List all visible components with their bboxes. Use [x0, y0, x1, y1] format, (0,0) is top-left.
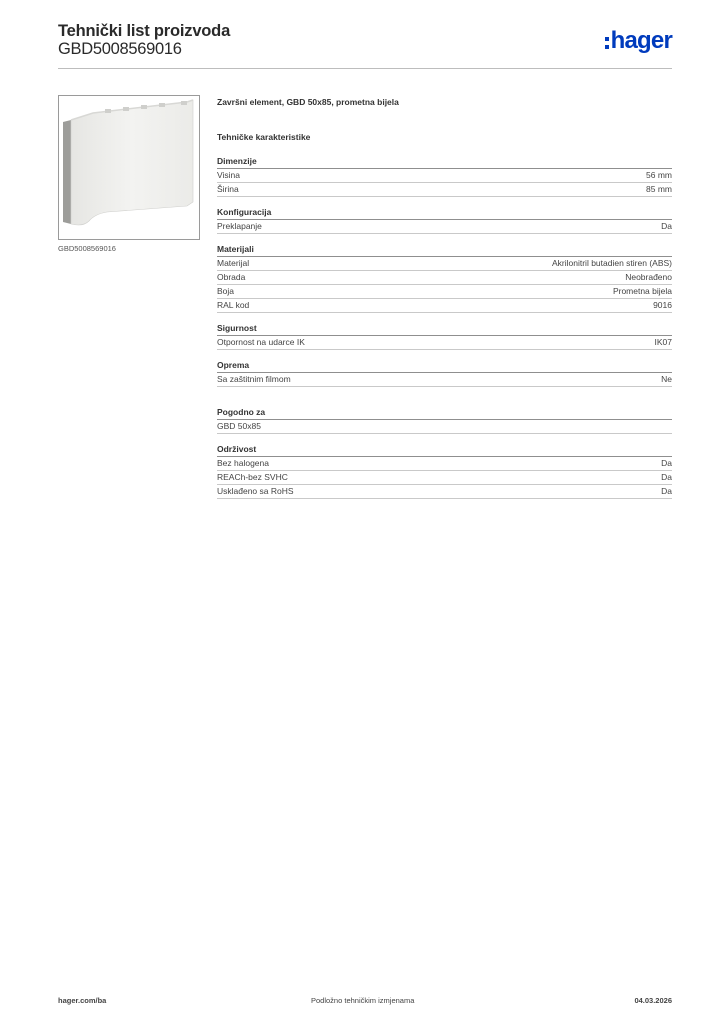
- header-divider: [58, 68, 672, 69]
- footer-date: 04.03.2026: [634, 996, 672, 1005]
- spec-row: [217, 271, 672, 285]
- spec-row: [217, 220, 672, 234]
- spec-label: Otpornost na udarce IK: [217, 337, 305, 347]
- page-title: Tehnički list proizvoda: [58, 22, 231, 40]
- section-title: Održivost: [217, 443, 672, 457]
- product-name: Završni element, GBD 50x85, prometna bijela: [217, 97, 399, 107]
- spec-value: Ne: [661, 374, 672, 384]
- spec-value: 9016: [653, 300, 672, 310]
- spec-row: [217, 485, 672, 499]
- end-cap-illustration: [59, 96, 199, 239]
- section-safety: [217, 322, 672, 350]
- product-image: [58, 95, 200, 240]
- spec-label: Sa zaštitnim filmom: [217, 374, 291, 384]
- spec-value: Da: [661, 458, 672, 468]
- spec-label: GBD 50x85: [217, 421, 261, 431]
- spec-label: Boja: [217, 286, 235, 296]
- image-caption: GBD5008569016: [58, 244, 116, 253]
- spec-label: Širina: [217, 184, 239, 194]
- section-title: Sigurnost: [217, 322, 672, 336]
- spec-label: REACh-bez SVHC: [217, 472, 288, 482]
- section-title: Konfiguracija: [217, 206, 672, 220]
- section-suitable-for: [217, 406, 672, 434]
- spec-label: Materijal: [217, 258, 250, 268]
- spec-label: RAL kod: [217, 300, 250, 310]
- spec-value: Prometna bijela: [612, 286, 672, 296]
- hager-logo: [605, 28, 672, 54]
- spec-row: [217, 373, 672, 387]
- spec-value: IK07: [654, 337, 672, 347]
- spec-row: [217, 169, 672, 183]
- logo-wordmark: hager: [610, 27, 672, 54]
- spec-value: Da: [661, 486, 672, 496]
- spec-value: Neobrađeno: [625, 272, 672, 282]
- page-header: [58, 20, 672, 68]
- spec-label: Usklađeno sa RoHS: [217, 486, 294, 496]
- spec-value: Da: [661, 472, 672, 482]
- spec-value: 56 mm: [646, 170, 672, 180]
- section-sustainability: [217, 443, 672, 499]
- spec-row: [217, 336, 672, 350]
- spec-value: Akrilonitril butadien stiren (ABS): [552, 258, 672, 268]
- spec-row: [217, 471, 672, 485]
- spec-row: [217, 257, 672, 271]
- spec-row: [217, 183, 672, 197]
- spec-value: 85 mm: [646, 184, 672, 194]
- section-materials: [217, 243, 672, 313]
- tech-characteristics-title: Tehničke karakteristike: [217, 132, 311, 142]
- product-code: GBD5008569016: [58, 40, 182, 58]
- spec-row: [217, 457, 672, 471]
- section-title: Materijali: [217, 243, 672, 257]
- section-dimensions: [217, 155, 672, 197]
- logo-colon-icon: [605, 37, 609, 49]
- spec-label: Obrada: [217, 272, 246, 282]
- section-configuration: [217, 206, 672, 234]
- section-title: Pogodno za: [217, 406, 672, 420]
- spec-row: [217, 299, 672, 313]
- footer-notice: Podložno tehničkim izmjenama: [311, 996, 415, 1005]
- section-equipment: [217, 359, 672, 387]
- spec-label: Bez halogena: [217, 458, 269, 468]
- section-title: Oprema: [217, 359, 672, 373]
- spec-value: Da: [661, 221, 672, 231]
- spec-label: Preklapanje: [217, 221, 262, 231]
- spec-row: [217, 420, 672, 434]
- spec-content: [217, 97, 672, 499]
- section-title: Dimenzije: [217, 155, 672, 169]
- footer-website: hager.com/ba: [58, 996, 107, 1005]
- spec-label: Visina: [217, 170, 240, 180]
- spec-row: [217, 285, 672, 299]
